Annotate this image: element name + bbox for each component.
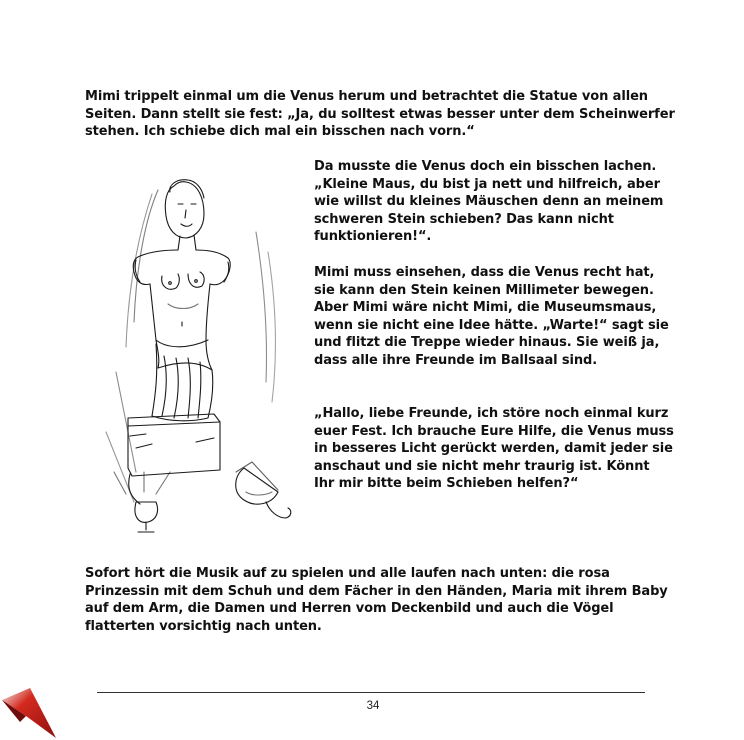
paragraph-intro: Mimi trippelt einmal um die Venus herum und betrachtet die Statue von allen Seiten. Dann stellt sie fest: „Ja, du solltest etwas besser unter dem Scheinwerfer stehen. Ich schiebe dich mal ein bisschen nach vorn.“	[85, 89, 675, 139]
footer-divider	[97, 692, 645, 693]
paragraph-music-stops: Sofort hört die Musik auf zu spielen und alle laufen nach unten: die rosa Prinzessin mit dem Schuh und dem Fächer in den Händen, Maria mit ihrem Baby auf dem Arm, die Damen und Herren vom Deckenbild und auch die Vögel flatterten vorsichtig nach unten.	[85, 566, 668, 634]
page-corner-ribbon-icon	[0, 686, 60, 740]
venus-statue-illustration	[96, 172, 306, 544]
paragraph-hallo-friends: „Hallo, liebe Freunde, ich störe noch einmal kurz euer Fest. Ich brauche Eure Hilfe, die Venus muss in besseres Licht gerückt werden, damit jeder sie anschaut und sie nicht mehr traurig ist. Könnt Ihr mir bitte beim Schieben helfen?“	[314, 406, 674, 491]
paragraph-mimi-idea: Mimi muss einsehen, dass die Venus recht hat, sie kann den Stein keinen Millimeter bewegen. Aber Mimi wäre nicht Mimi, die Museumsmaus, wenn sie nicht eine Idee hätte. „Warte!“ sagt sie und flitzt die Treppe wieder hinaus. Sie weiß ja, dass alle ihre Freunde im Ballsaal sind.	[314, 265, 669, 368]
page-number: 34	[366, 700, 380, 712]
paragraph-venus-laughs: Da musste die Venus doch ein bisschen lachen. „Kleine Maus, du bist ja nett und hilfreich, aber wie willst du kleines Mäuschen denn an meinem schweren Stein schieben? Das kann nicht funktionieren!“.	[314, 159, 664, 244]
